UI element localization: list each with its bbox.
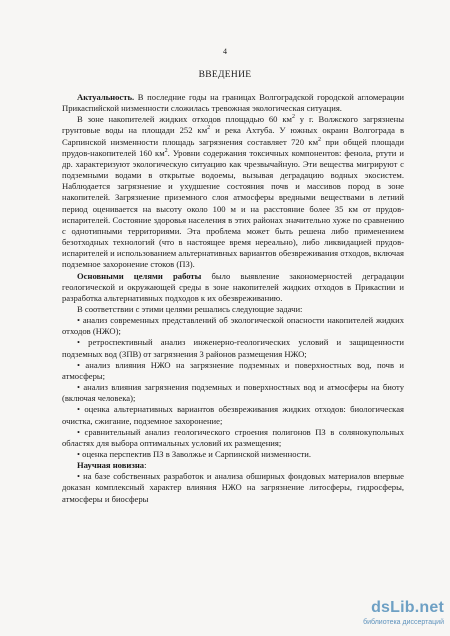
novelty-heading: Научная новизна <box>77 460 145 471</box>
task-item: • оценка перспектив ПЗ в Заволжье и Сарпинской низменности. <box>77 449 312 459</box>
body-text <box>62 92 404 505</box>
task-item: • сравнительный анализ геологического строения полигонов ПЗ в солянокупольных областях для выбора оптимальных условий их размещения; <box>62 426 404 448</box>
task-item: • анализ влияния НЖО на загрязнение подземных и поверхностных вод, почв и атмосферы; <box>62 359 404 381</box>
novelty-item: • на базе собственных разработок и анализа обширных фондовых материалов впервые доказан комплексный характер влияния НЖО на загрязнение литосферы, гидросферы, атмосферы и биосферы <box>62 471 404 504</box>
task-item: • оценка альтернативных вариантов обезвреживания жидких отходов: биологическая очистка, сжигание, подземное захоронение; <box>62 404 404 426</box>
relevance-heading: Актуальность. <box>77 92 135 102</box>
paragraph-goals: Основными целями работы было выявление закономерностей деградации геологической и окружающей среды в зоне накопителей жидких отходов в Прикаспии и разработка альтернативных подходов к их обезвреживанию. <box>62 270 404 303</box>
task-item: • анализ современных представлений об экологической опасности накопителей жидких отходов (НЖО); <box>62 315 404 337</box>
watermark-caption: библиотека диссертаций <box>363 619 444 626</box>
section-title: ВВЕДЕНИЕ <box>198 70 252 80</box>
goals-heading: Основными целями работы <box>77 270 202 281</box>
watermark-logo: dsLib.net <box>371 599 444 616</box>
paragraph-pollution: В зоне накопителей жидких отходов площадью 60 $км^2$ у г. Волжского загрязнены грунтовые воды на площади 252 $км^2$ и река Ахтуба. У южных окраин Волгограда в Сарпинской низменности площадь загрязнения составляет 720 $км^2$ при общей площади прудов-накопителей 160 $км^2$. Уровни содержания токсичных компонентов: фенола, ртути и др. характеризуют экологическую ситуацию как чрезвычайную. Эти вещества мигрируют с подземными водами в открытые водоемы, вызывая деградацию водных экосистем. Наблюдается загрязнение и ухудшение состояния почв и массивов пород в зоне накопителей. Загрязнение приземного слоя атмосферы вредными веществами в летний период оценивается на высоту около 100 м и на расстояние более 35 км от прудов-испарителей. Состояние здоровья населения в этих районах значительно хуже по сравнению с однотипными территориями. Эта проблема может быть решена либо применением безотходных технологий (что в настоящее время нереально), либо ликвидацией прудов-испарителей и использованием альтернативных вариантов обезвреживания отходов, включая подземное захоронение стоков (ПЗ). <box>62 114 404 270</box>
paragraph-tasks-intro: В соответствии с этими целями решались следующие задачи: <box>77 303 303 314</box>
task-item: • анализ влияния загрязнения подземных и поверхностных вод и атмосферы на биоту (включая человека); <box>62 382 404 404</box>
page-number: 4 <box>223 47 227 56</box>
paragraph-relevance: Актуальность. В последние годы на границах Волгоградской городской агломерации Прикаспийской низменности сложилась тревожная экологическая ситуация. <box>62 92 404 114</box>
paragraph-novelty-heading: Научная новизна: <box>77 460 147 471</box>
watermark <box>342 599 444 629</box>
task-item: • ретроспективный анализ инженерно-геологических условий и защищенности подземных вод (ЗПВ) от загрязнения 3 районов размещения НЖО; <box>62 337 404 359</box>
